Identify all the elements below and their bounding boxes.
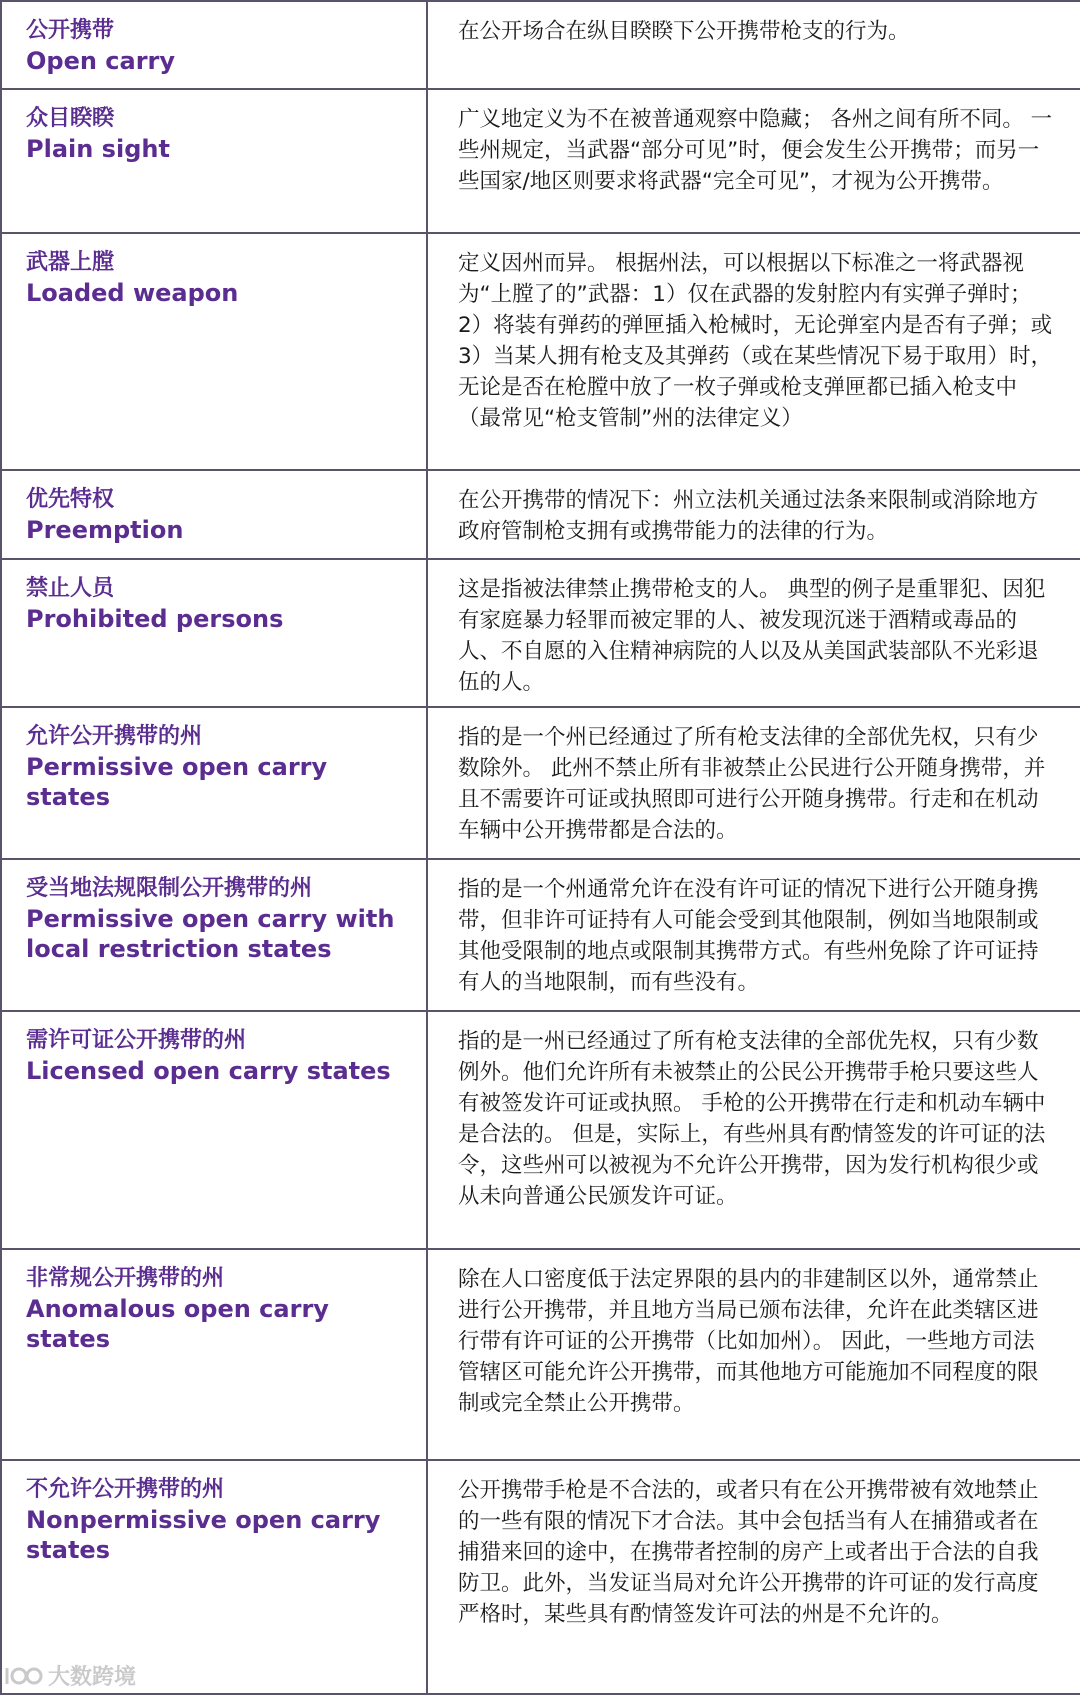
definition-text: 这是指被法律禁止携带枪支的人。 典型的例子是重罪犯、因犯有家庭暴力轻罪而被定罪的人、被发现沉迷于酒精或毒品的人、不自愿的入住精神病院的人以及从美国武装部队不光彩退伍的人。	[458, 577, 1046, 695]
brand-logo-icon	[4, 1664, 44, 1688]
definition-text: 指的是一个州通常允许在没有许可证的情况下进行公开随身携带，但非许可证持有人可能会受到其他限制，例如当地限制或其他受限制的地点或限制其携带方式。有些州免除了许可证持有人的当地限制，而有些没有。	[458, 877, 1039, 995]
term-english: Plain sight	[26, 135, 170, 163]
term-chinese: 优先特权	[26, 487, 115, 512]
term-chinese: 公开携带	[26, 18, 115, 43]
table-row	[1, 859, 1080, 1011]
table-row	[1, 1011, 1080, 1249]
definition-cell	[427, 559, 1080, 707]
term-cell	[1, 1011, 427, 1249]
definition-cell	[427, 1, 1080, 89]
watermark	[4, 1660, 136, 1691]
term-english: Nonpermissive open carry states	[26, 1506, 381, 1564]
definition-cell	[427, 1249, 1080, 1460]
term-cell	[1, 559, 427, 707]
term-cell	[1, 707, 427, 859]
term-cell	[1, 1460, 427, 1694]
term-cell	[1, 470, 427, 559]
table-row	[1, 470, 1080, 559]
term-chinese: 不允许公开携带的州	[26, 1477, 225, 1502]
term-chinese: 需许可证公开携带的州	[26, 1028, 247, 1053]
term-chinese: 非常规公开携带的州	[26, 1266, 225, 1291]
definition-text: 广义地定义为不在被普通观察中隐藏； 各州之间有所不同。 一些州规定，当武器“部分可见”时，便会发生公开携带；而另一些国家/地区则要求将武器“完全可见”，才视为公开携带。	[458, 107, 1053, 194]
definition-cell	[427, 859, 1080, 1011]
term-english: Open carry	[26, 47, 176, 75]
term-english: Preemption	[26, 516, 184, 544]
table-row	[1, 707, 1080, 859]
term-chinese: 受当地法规限制公开携带的州	[26, 876, 313, 901]
definition-cell	[427, 470, 1080, 559]
table-row	[1, 559, 1080, 707]
term-cell	[1, 859, 427, 1011]
definition-text: 在公开携带的情况下：州立法机关通过法条来限制或消除地方政府管制枪支拥有或携带能力的法律的行为。	[458, 488, 1039, 544]
term-cell	[1, 1, 427, 89]
term-cell	[1, 233, 427, 470]
definition-text: 定义因州而异。 根据州法，可以根据以下标准之一将武器视为“上膛了的”武器：1）仅在武器的发射腔内有实弹子弹时； 2）将装有弹药的弹匣插入枪械时，无论弹室内是否有子弹；或3）当某人拥有枪支及其弹药（或在某些情况下易于取用）时，无论是否在枪膛中放了一枚子弹或枪支弹匣都已插入枪支中（最常见“枪支管制”州的法律定义）	[458, 251, 1053, 431]
term-chinese: 禁止人员	[26, 576, 115, 601]
term-english: Loaded weapon	[26, 279, 239, 307]
definition-cell	[427, 1460, 1080, 1694]
table-row	[1, 1249, 1080, 1460]
term-english: Anomalous open carry states	[26, 1295, 329, 1353]
watermark-text: 大数跨境	[48, 1665, 137, 1690]
definition-cell	[427, 89, 1080, 233]
term-english: Prohibited persons	[26, 605, 284, 633]
table-row	[1, 1460, 1080, 1694]
term-english: Permissive open carry states	[26, 753, 328, 811]
definition-cell	[427, 707, 1080, 859]
definition-cell	[427, 1011, 1080, 1249]
term-cell	[1, 1249, 427, 1460]
term-chinese: 武器上膛	[26, 250, 115, 275]
definition-text: 公开携带手枪是不合法的，或者只有在公开携带被有效地禁止的一些有限的情况下才合法。其中会包括当有人在捕猎或者在捕猎来回的途中，在携带者控制的房产上或者出于合法的自我防卫。此外，当发证当局对允许公开携带的许可证的发行高度严格时，某些具有酌情签发许可法的州是不允许的。	[458, 1478, 1039, 1627]
term-chinese: 允许公开携带的州	[26, 724, 203, 749]
table-row	[1, 89, 1080, 233]
definition-text: 除在人口密度低于法定界限的县内的非建制区以外，通常禁止进行公开携带，并且地方当局已颁布法律，允许在此类辖区进行带有许可证的公开携带（比如加州）。 因此，一些地方司法管辖区可能允许公开携带，而其他地方可能施加不同程度的限制或完全禁止公开携带。	[458, 1267, 1039, 1416]
term-english: Permissive open carry with local restriction states	[26, 905, 395, 963]
definition-text: 在公开场合在纵目睽睽下公开携带枪支的行为。	[458, 19, 910, 44]
term-english: Licensed open carry states	[26, 1057, 391, 1085]
definition-text: 指的是一州已经通过了所有枪支法律的全部优先权，只有少数例外。他们允许所有未被禁止的公民公开携带手枪只要这些人有被签发许可证或执照。 手枪的公开携带在行走和机动车辆中是合法的。 但是，实际上，有些州具有酌情签发的许可证的法令，这些州可以被视为不允许公开携带，因为发行机构很少或从未向普通公民颁发许可证。	[458, 1029, 1046, 1209]
definition-cell	[427, 233, 1080, 470]
term-chinese: 众目睽睽	[26, 106, 115, 131]
definition-text: 指的是一个州已经通过了所有枪支法律的全部优先权，只有少数除外。 此州不禁止所有非被禁止公民进行公开随身携带，并且不需要许可证或执照即可进行公开随身携带。行走和在机动车辆中公开携带都是合法的。	[458, 725, 1046, 843]
table-row	[1, 1, 1080, 89]
term-cell	[1, 89, 427, 233]
table-row	[1, 233, 1080, 470]
